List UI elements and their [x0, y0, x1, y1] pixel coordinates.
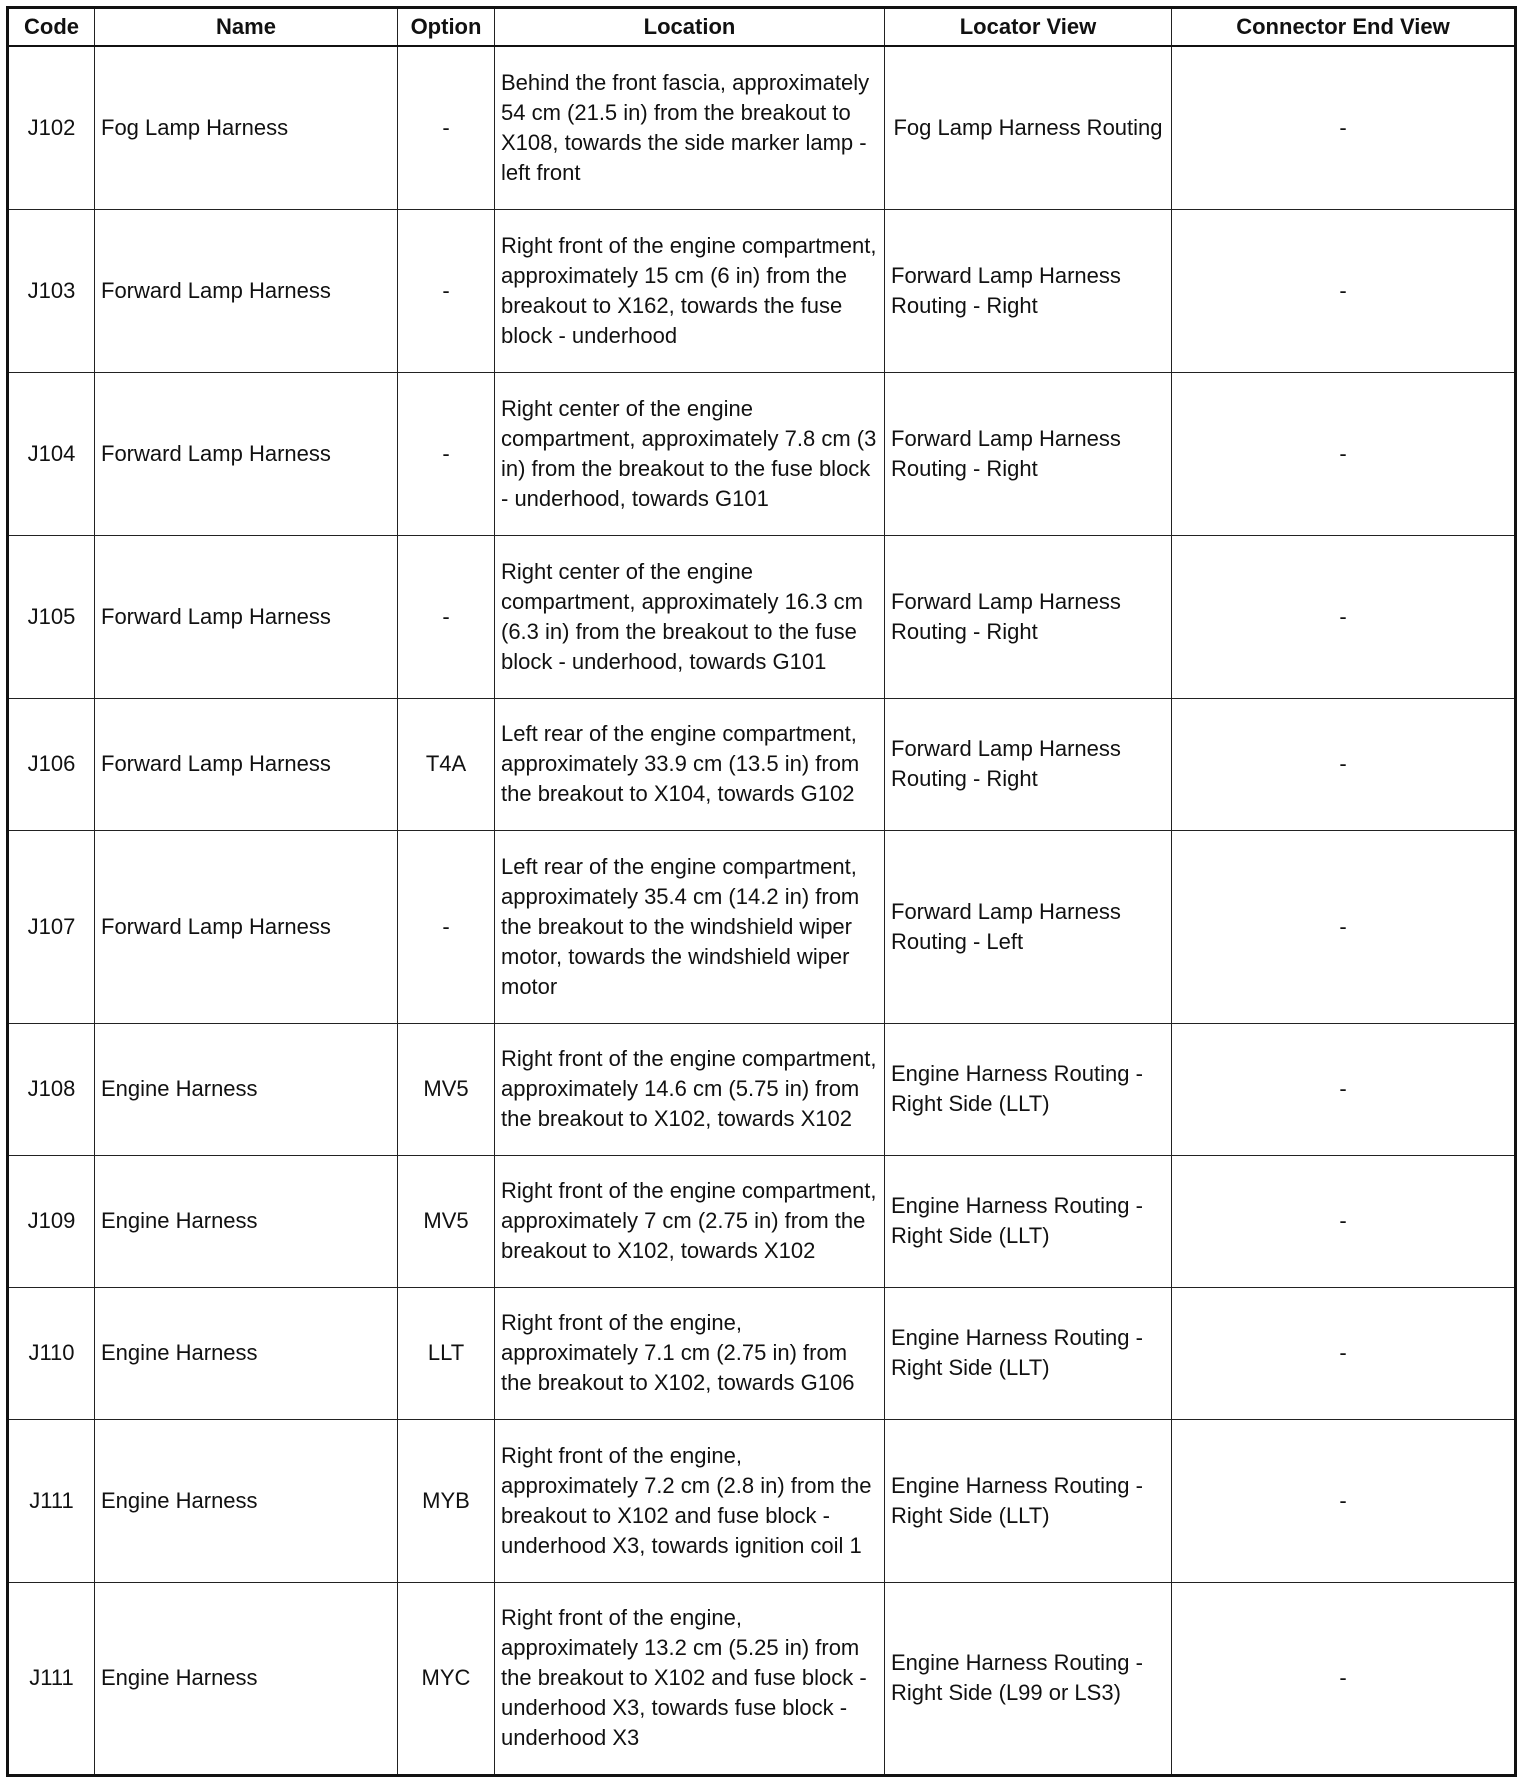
cell-option: MYC: [398, 1582, 495, 1775]
cell-locator-view: Forward Lamp Harness Routing - Right: [885, 535, 1172, 698]
cell-location: Right center of the engine compartment, approximately 7.8 cm (3 in) from the breakout to the fuse block - underhood, towards G101: [495, 372, 885, 535]
cell-code: J103: [8, 209, 95, 372]
cell-option: MYB: [398, 1419, 495, 1582]
cell-connector-end-view: -: [1172, 1023, 1516, 1155]
cell-name: Engine Harness: [95, 1419, 398, 1582]
cell-connector-end-view: -: [1172, 209, 1516, 372]
splice-location-table: [6, 6, 1517, 1777]
cell-location: Right front of the engine, approximately 13.2 cm (5.25 in) from the breakout to X102 and fuse block - underhood X3, towards fuse block - underhood X3: [495, 1582, 885, 1775]
cell-name: Fog Lamp Harness: [95, 46, 398, 209]
cell-name: Forward Lamp Harness: [95, 535, 398, 698]
table-row: [8, 830, 1516, 1023]
cell-option: -: [398, 535, 495, 698]
cell-location: Behind the front fascia, approximately 54 cm (21.5 in) from the breakout to X108, towards the side marker lamp - left front: [495, 46, 885, 209]
cell-option: T4A: [398, 698, 495, 830]
cell-code: J108: [8, 1023, 95, 1155]
cell-connector-end-view: -: [1172, 1287, 1516, 1419]
header-locator-view: Locator View: [885, 8, 1172, 47]
cell-option: MV5: [398, 1023, 495, 1155]
cell-option: MV5: [398, 1155, 495, 1287]
cell-name: Engine Harness: [95, 1023, 398, 1155]
cell-connector-end-view: -: [1172, 1155, 1516, 1287]
table-row: [8, 535, 1516, 698]
cell-location: Right front of the engine compartment, approximately 14.6 cm (5.75 in) from the breakout to X102, towards X102: [495, 1023, 885, 1155]
cell-name: Engine Harness: [95, 1287, 398, 1419]
cell-code: J107: [8, 830, 95, 1023]
cell-location: Right center of the engine compartment, approximately 16.3 cm (6.3 in) from the breakout to the fuse block - underhood, towards G101: [495, 535, 885, 698]
cell-location: Right front of the engine compartment, approximately 7 cm (2.75 in) from the breakout to X102, towards X102: [495, 1155, 885, 1287]
table-row: [8, 46, 1516, 209]
cell-connector-end-view: -: [1172, 698, 1516, 830]
header-connector-end-view: Connector End View: [1172, 8, 1516, 47]
cell-location: Right front of the engine compartment, approximately 15 cm (6 in) from the breakout to X162, towards the fuse block - underhood: [495, 209, 885, 372]
cell-locator-view: Forward Lamp Harness Routing - Right: [885, 209, 1172, 372]
cell-option: -: [398, 209, 495, 372]
cell-locator-view: Fog Lamp Harness Routing: [885, 46, 1172, 209]
table-row: [8, 372, 1516, 535]
cell-name: Forward Lamp Harness: [95, 372, 398, 535]
header-name: Name: [95, 8, 398, 47]
cell-connector-end-view: -: [1172, 372, 1516, 535]
cell-name: Forward Lamp Harness: [95, 698, 398, 830]
cell-locator-view: Forward Lamp Harness Routing - Right: [885, 372, 1172, 535]
cell-code: J111: [8, 1419, 95, 1582]
cell-code: J105: [8, 535, 95, 698]
cell-locator-view: Engine Harness Routing - Right Side (LLT): [885, 1155, 1172, 1287]
table-row: [8, 1155, 1516, 1287]
table-row: [8, 1419, 1516, 1582]
cell-connector-end-view: -: [1172, 1582, 1516, 1775]
cell-connector-end-view: -: [1172, 535, 1516, 698]
cell-locator-view: Engine Harness Routing - Right Side (LLT): [885, 1023, 1172, 1155]
cell-name: Engine Harness: [95, 1582, 398, 1775]
cell-locator-view: Engine Harness Routing - Right Side (LLT): [885, 1419, 1172, 1582]
table-row: [8, 698, 1516, 830]
cell-connector-end-view: -: [1172, 1419, 1516, 1582]
cell-location: Right front of the engine, approximately 7.1 cm (2.75 in) from the breakout to X102, towards G106: [495, 1287, 885, 1419]
cell-locator-view: Forward Lamp Harness Routing - Left: [885, 830, 1172, 1023]
cell-code: J102: [8, 46, 95, 209]
cell-connector-end-view: -: [1172, 830, 1516, 1023]
cell-code: J104: [8, 372, 95, 535]
cell-code: J109: [8, 1155, 95, 1287]
cell-location: Left rear of the engine compartment, approximately 35.4 cm (14.2 in) from the breakout to the windshield wiper motor, towards the windshield wiper motor: [495, 830, 885, 1023]
cell-option: -: [398, 372, 495, 535]
cell-option: LLT: [398, 1287, 495, 1419]
cell-code: J106: [8, 698, 95, 830]
table-row: [8, 209, 1516, 372]
table-header-row: [8, 8, 1516, 47]
cell-option: -: [398, 46, 495, 209]
cell-locator-view: Engine Harness Routing - Right Side (L99 or LS3): [885, 1582, 1172, 1775]
cell-code: J111: [8, 1582, 95, 1775]
table-row: [8, 1287, 1516, 1419]
cell-locator-view: Forward Lamp Harness Routing - Right: [885, 698, 1172, 830]
cell-name: Forward Lamp Harness: [95, 830, 398, 1023]
header-code: Code: [8, 8, 95, 47]
header-option: Option: [398, 8, 495, 47]
cell-connector-end-view: -: [1172, 46, 1516, 209]
table-row: [8, 1023, 1516, 1155]
table-row: [8, 1582, 1516, 1775]
cell-option: -: [398, 830, 495, 1023]
cell-code: J110: [8, 1287, 95, 1419]
header-location: Location: [495, 8, 885, 47]
cell-name: Engine Harness: [95, 1155, 398, 1287]
cell-name: Forward Lamp Harness: [95, 209, 398, 372]
cell-location: Right front of the engine, approximately 7.2 cm (2.8 in) from the breakout to X102 and fuse block - underhood X3, towards ignition coil 1: [495, 1419, 885, 1582]
cell-locator-view: Engine Harness Routing - Right Side (LLT): [885, 1287, 1172, 1419]
cell-location: Left rear of the engine compartment, approximately 33.9 cm (13.5 in) from the breakout to X104, towards G102: [495, 698, 885, 830]
